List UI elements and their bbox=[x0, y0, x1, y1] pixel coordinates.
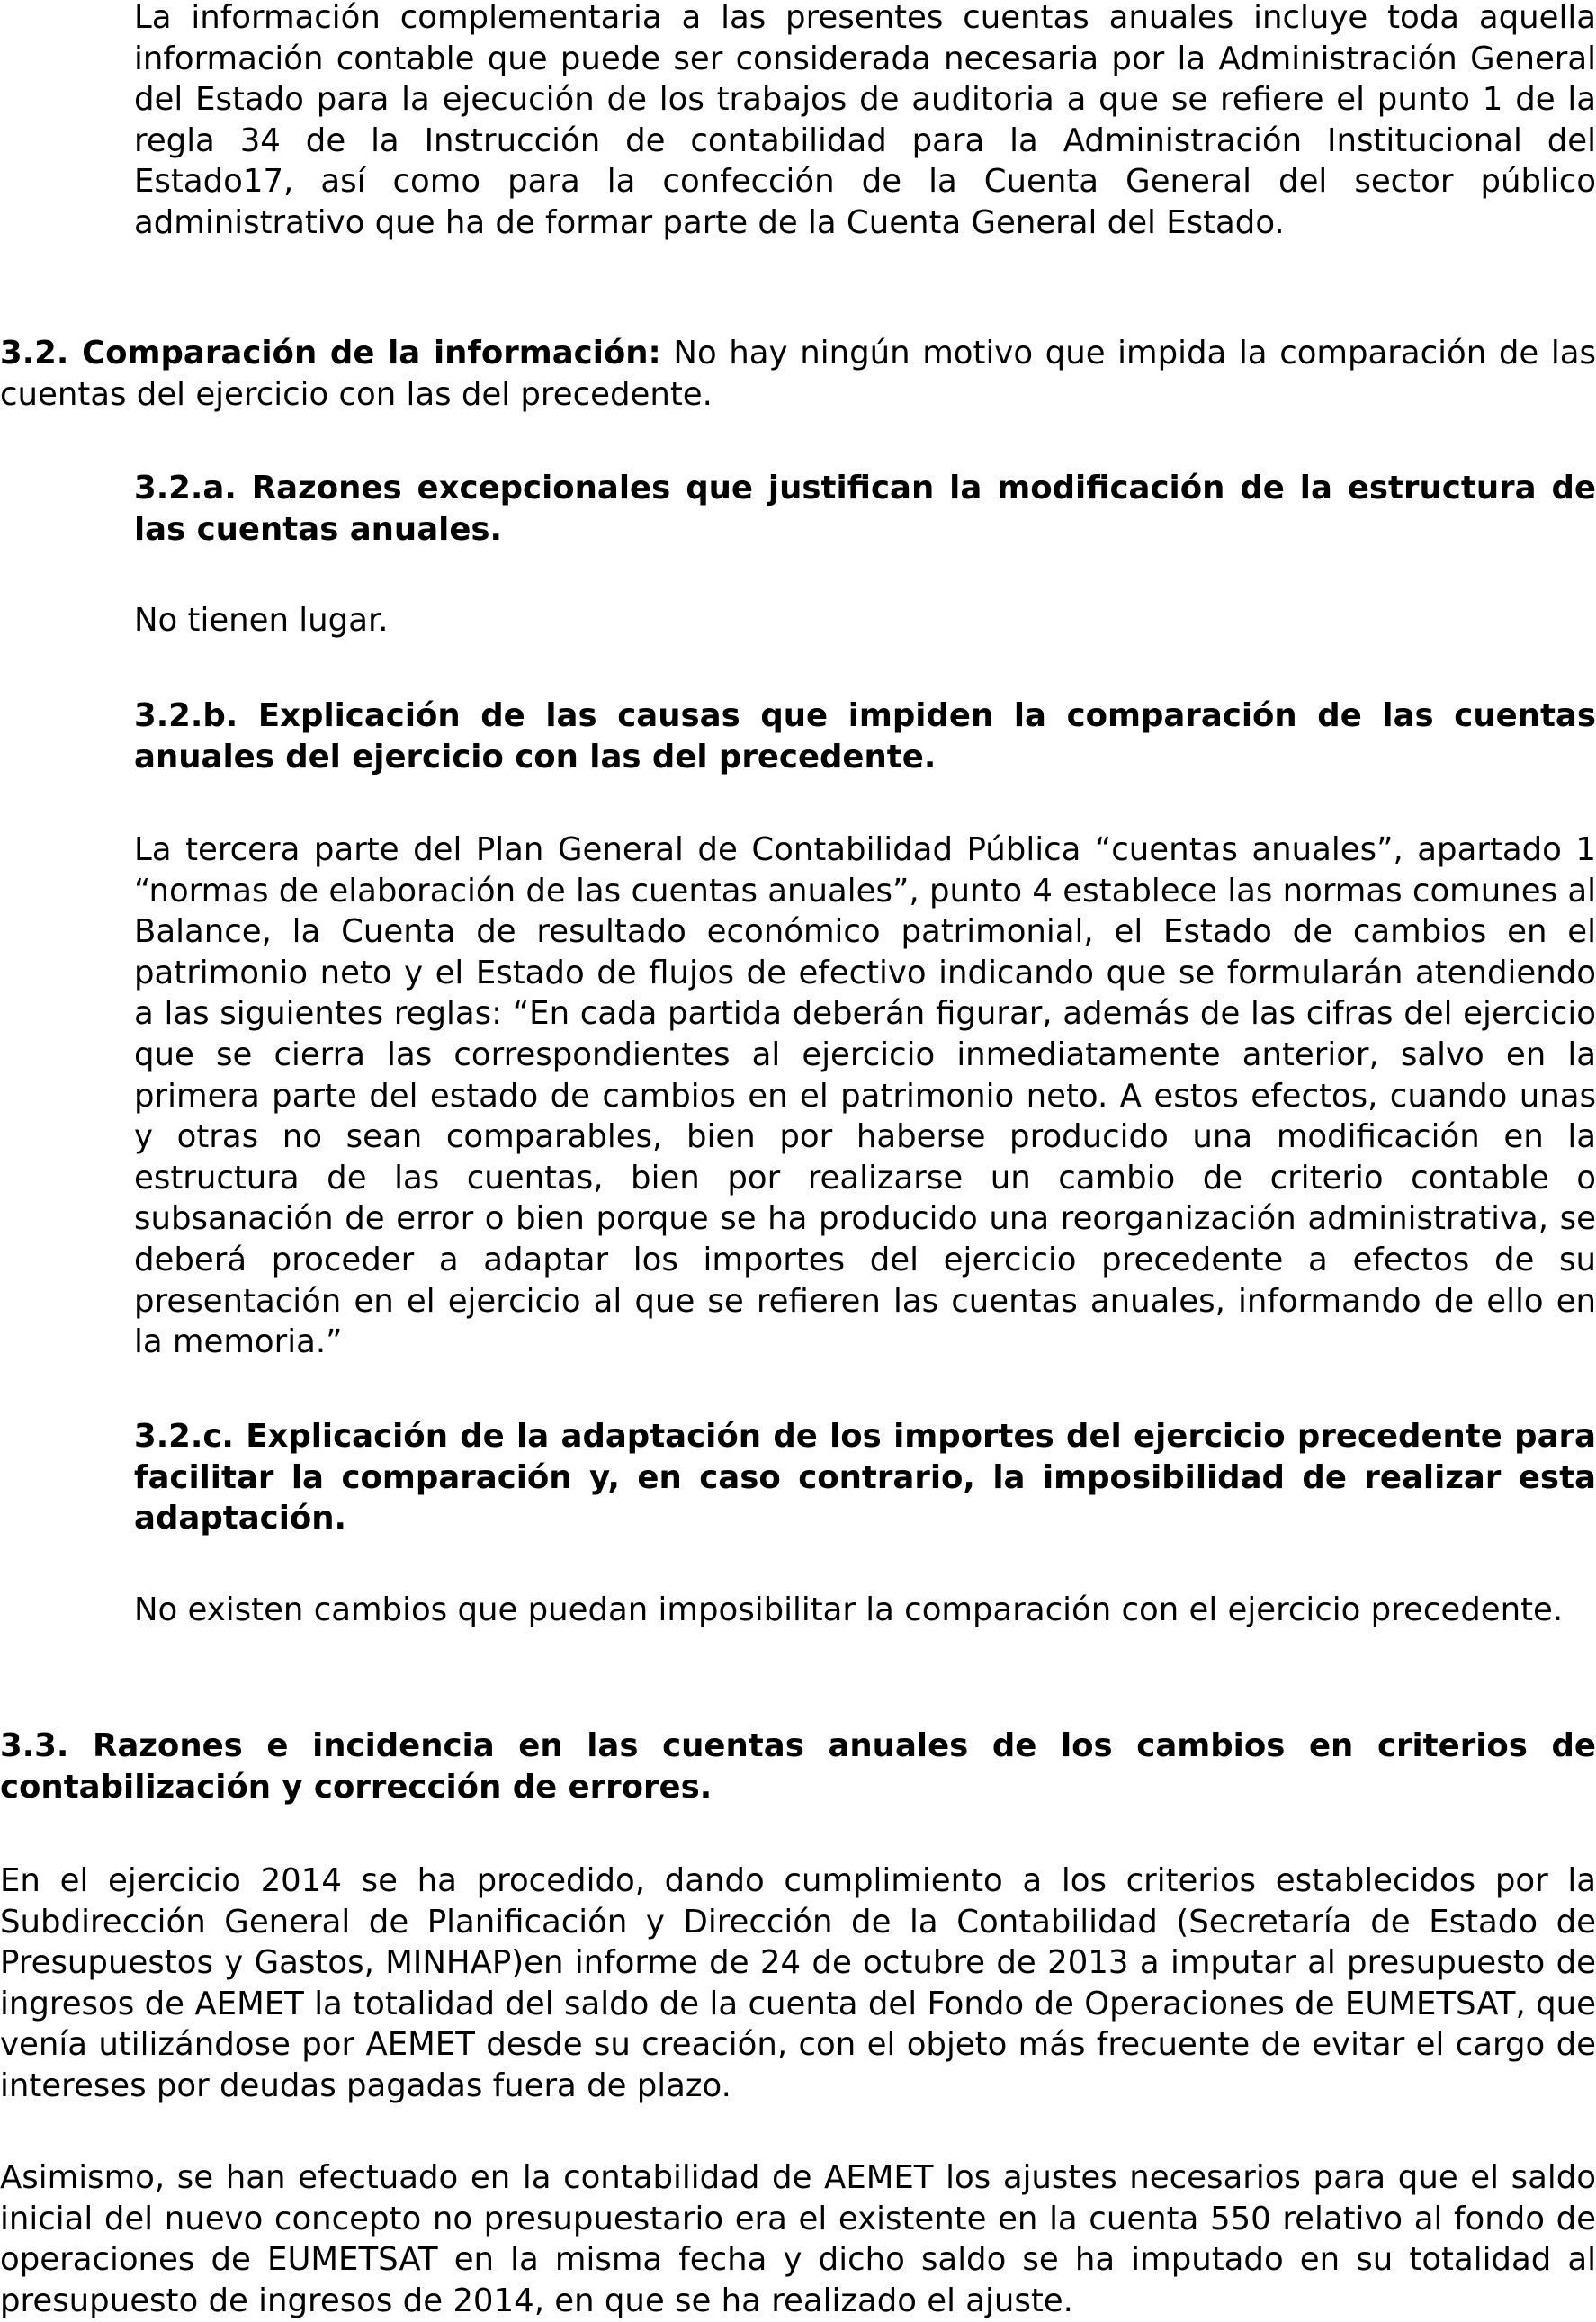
section-3-2-a-heading: 3.2.a. Razones excepcionales que justifican la modificación de la estructura de las cuentas anuales. bbox=[134, 470, 1596, 548]
section-3-3-paragraph-1: En el ejercicio 2014 se ha procedido, dando cumplimiento a los criterios establecidos por la Subdirección General de Planificación y Dirección de la Contabilidad (Secretaría de Estado de Presupuestos y Gastos, MINHAP)en informe de 24 de octubre de 2013 a imputar al presupuesto de ingresos de AEMET la totalidad del saldo de la cuenta del Fondo de Operaciones de EUMETSAT, que venía utilizándose por AEMET desde su creación, con el objeto más frecuente de evitar el cargo de intereses por deudas pagadas fuera de plazo. bbox=[0, 1862, 1596, 2104]
section-3-2-b-heading: 3.2.b. Explicación de las causas que impiden la comparación de las cuentas anuales del ejercicio con las del precedente. bbox=[134, 697, 1596, 775]
section-3-2-a-text: No tienen lugar. bbox=[134, 602, 389, 639]
section-3-2-paragraph bbox=[0, 333, 1596, 415]
section-3-2-c-text: No existen cambios que puedan imposibilitar la comparación con el ejercicio precedente. bbox=[134, 1591, 1564, 1628]
section-3-2-b-text: La tercera parte del Plan General de Contabilidad Pública “cuentas anuales”, apartado 1 “normas de elaboración de las cuentas anuales”, punto 4 establece las normas comunes al Balance, la Cuenta de resultado económico patrimonial, el Estado de cambios en el patrimonio neto y el Estado de flujos de efectivo indicando que se formularán atendiendo a las siguientes reglas: “En cada partida deberán figurar, además de las cifras del ejercicio que se cierra las correspondientes al ejercicio inmediatamente anterior, salvo en la primera parte del estado de cambios en el patrimonio neto. A estos efectos, cuando unas y otras no sean comparables, bien por haberse producido una modificación en la estructura de las cuentas, bien por realizarse un cambio de criterio contable o subsanación de error o bien porque se ha producido una reorganización administrativa, se deberá proceder a adaptar los importes del ejercicio precedente a efectos de su presentación en el ejercicio al que se refieren las cuentas anuales, informando de ello en la memoria.” bbox=[134, 831, 1596, 1361]
section-3-2-heading: 3.2. Comparación de la información: bbox=[0, 335, 661, 372]
section-3-3-paragraph-2: Asimismo, se han efectuado en la contabilidad de AEMET los ajustes necesarios para que el saldo inicial del nuevo concepto no presupuestario era el existente en la cuenta 550 relativo al fondo de operaciones de EUMETSAT en la misma fecha y dicho saldo se ha imputado en su totalidad al presupuesto de ingresos de 2014, en que se ha realizado el ajuste. bbox=[0, 2159, 1596, 2319]
section-3-2-text: No hay ningún motivo que impida la comparación de las cuentas del ejercicio con las del precedente. bbox=[0, 335, 1596, 413]
intro-paragraph: La información complementaria a las presentes cuentas anuales incluye toda aquella información contable que puede ser considerada necesaria por la Administración General del Estado para la ejecución de los trabajos de auditoria a que se refiere el punto 1 de la regla 34 de la Instrucción de contabilidad para la Administración Institucional del Estado17, así como para la confección de la Cuenta General del sector público administrativo que ha de formar parte de la Cuenta General del Estado. bbox=[134, 0, 1596, 241]
section-3-2-c-heading: 3.2.c. Explicación de la adaptación de los importes del ejercicio precedente para facilitar la comparación y, en caso contrario, la imposibilidad de realizar esta adaptación. bbox=[134, 1418, 1596, 1538]
section-3-3-heading: 3.3. Razones e incidencia en las cuentas anuales de los cambios en criterios de contabilización y corrección de errores. bbox=[0, 1727, 1596, 1806]
